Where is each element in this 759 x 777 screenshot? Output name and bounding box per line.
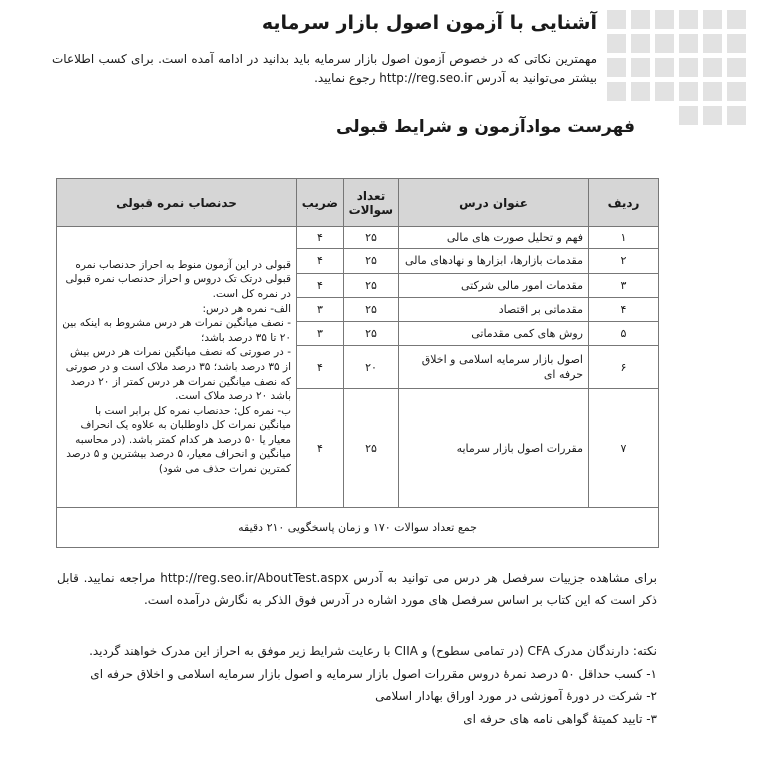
criteria-text: - در صورتی که نصف میانگین نمرات هر درس بیش از ۳۵ درصد باشد؛ ۳۵ درصد ملاک است و در صورتی که نصف میانگین نمرات هر درس کمتر از ۲۰ درصد باشد ۲۰ درصد ملاک است.	[65, 346, 291, 403]
criteria-text: ب- نمره کل: حدنصاب نمره کل برابر است با میانگین نمرات کل داوطلبان به علاوه یک انحراف معیار یا ۵۰ درصد هر کدام کمتر باشد. (در محاسبه میانگین و انحراف معیار، ۵ درصد بیشترین و ۵ درصد کمترین نمرات حذف می شود)	[66, 404, 291, 476]
course-title: روش های کمی مقدماتی	[399, 322, 589, 346]
course-title: مقدماتی بر اقتصاد	[399, 297, 589, 321]
question-count: ۲۵	[344, 322, 399, 346]
question-count: ۲۵	[344, 297, 399, 321]
decorative-square	[631, 10, 650, 29]
intro-paragraph: مهمترین نکاتی که در خصوص آزمون اصول بازار سرمایه باید بدانید در ادامه آمده است. برای کسب اطلاعات بیشتر می‌توانید به آدرس http://reg.seo.ir رجوع نمایید.	[52, 52, 597, 85]
decorative-square-grid	[607, 10, 757, 124]
note-item: ۱- کسب حداقل ۵۰ درصد نمرهٔ دروس مقررات اصول بازار سرمایه و اصول بازار سرمایه اسلامی و اخلاق حرفه ای	[90, 666, 657, 681]
details-paragraph: برای مشاهده جزییات سرفصل هر درس می توانید به آدرس http://reg.seo.ir/AboutTest.aspx مراجعه نمایید. قابل ذکر است که این کتاب بر اساس سرفصل های مورد اشاره در آدرس فوق الذکر به نگارش درآمده است.	[57, 571, 657, 607]
coefficient: ۴	[297, 273, 344, 297]
course-title: مقدمات امور مالی شرکتی	[399, 273, 589, 297]
criteria-text: - نصف میانگین نمرات هر درس مشروط به اینکه بین ۲۰ تا ۳۵ درصد باشد؛	[62, 317, 291, 344]
decorative-square	[703, 10, 722, 29]
decorative-square	[679, 34, 698, 53]
decorative-square	[607, 58, 626, 77]
decorative-square	[679, 10, 698, 29]
coefficient: ۴	[297, 388, 344, 507]
exam-table-container	[56, 178, 658, 548]
course-title: مقررات اصول بازار سرمایه	[399, 388, 589, 507]
decorative-square	[607, 82, 626, 101]
note-intro: نکته: دارندگان مدرک CFA (در تمامی سطوح) و CIIA با رعایت شرایط زیر موفق به احراز این مدرک خواهند گردید.	[89, 644, 657, 658]
decorative-square	[655, 82, 674, 101]
decorative-square	[727, 10, 746, 29]
course-title: فهم و تحلیل صورت های مالی	[399, 227, 589, 249]
table-row	[57, 227, 659, 249]
header-course-title: عنوان درس	[399, 179, 589, 227]
decorative-square	[655, 58, 674, 77]
decorative-square	[631, 34, 650, 53]
course-title: مقدمات بازارها، ابزارها و نهادهای مالی	[399, 249, 589, 273]
note-item: ۲- شرکت در دورهٔ آموزشی در مورد اوراق بهادار اسلامی	[375, 689, 657, 703]
question-count: ۲۵	[344, 249, 399, 273]
coefficient: ۳	[297, 322, 344, 346]
decorative-square	[631, 58, 650, 77]
decorative-square	[727, 34, 746, 53]
coefficient: ۴	[297, 227, 344, 249]
row-number: ۴	[589, 297, 659, 321]
row-number: ۷	[589, 388, 659, 507]
table-total-row	[57, 508, 659, 548]
decorative-square	[727, 82, 746, 101]
header-row-number: ردیف	[589, 179, 659, 227]
criteria-text: قبولی در این آزمون منوط به احراز حدنصاب نمره قبولی درتک تک دروس و احراز حدنصاب نمره قبولی در نمره کل است.	[65, 258, 291, 300]
coefficient: ۴	[297, 249, 344, 273]
decorative-square	[679, 58, 698, 77]
question-count: ۲۵	[344, 273, 399, 297]
decorative-square	[703, 106, 722, 125]
note-block	[37, 640, 657, 730]
decorative-square	[703, 58, 722, 77]
exam-subjects-table	[56, 178, 659, 548]
decorative-square	[607, 10, 626, 29]
page-title: آشنایی با آزمون اصول بازار سرمایه	[261, 12, 597, 34]
decorative-square	[727, 106, 746, 125]
decorative-square	[703, 82, 722, 101]
row-number: ۵	[589, 322, 659, 346]
question-count: ۲۵	[344, 227, 399, 249]
decorative-square	[679, 106, 698, 125]
header-question-count: تعداد سوالات	[344, 179, 399, 227]
decorative-square	[607, 34, 626, 53]
row-number: ۶	[589, 346, 659, 389]
total-summary: جمع تعداد سوالات ۱۷۰ و زمان پاسخگویی ۲۱۰ دقیقه	[57, 508, 659, 548]
row-number: ۲	[589, 249, 659, 273]
criteria-text: الف- نمره هر درس:	[202, 302, 291, 315]
header-passing-criteria: حدنصاب نمره قبولی	[57, 179, 297, 227]
table-header-row	[57, 179, 659, 227]
question-count: ۲۵	[344, 388, 399, 507]
coefficient: ۴	[297, 346, 344, 389]
note-item: ۳- تایید کمیتهٔ گواهی نامه های حرفه ای	[463, 711, 657, 726]
section-subtitle: فهرست موادآزمون و شرایط قبولی	[336, 117, 635, 137]
passing-criteria-cell	[57, 227, 297, 508]
coefficient: ۳	[297, 297, 344, 321]
decorative-square	[655, 10, 674, 29]
decorative-square	[727, 58, 746, 77]
header-coefficient: ضریب	[297, 179, 344, 227]
decorative-square	[703, 34, 722, 53]
decorative-square	[655, 34, 674, 53]
row-number: ۱	[589, 227, 659, 249]
course-title: اصول بازار سرمایه اسلامی و اخلاق حرفه ای	[399, 346, 589, 389]
question-count: ۲۰	[344, 346, 399, 389]
decorative-square	[631, 82, 650, 101]
decorative-square	[679, 82, 698, 101]
row-number: ۳	[589, 273, 659, 297]
